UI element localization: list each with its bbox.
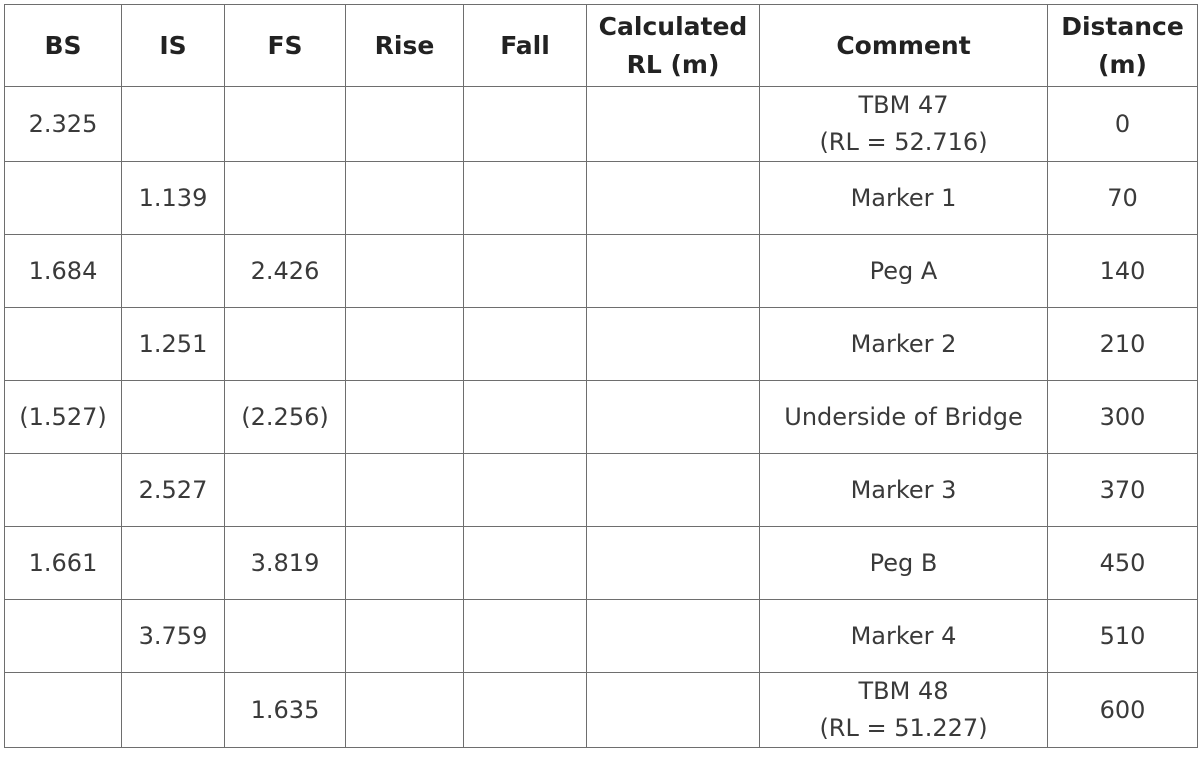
header-bs: BS [5,5,122,87]
cell-bs [5,600,122,673]
cell-is [122,454,225,527]
cell-distance [1048,235,1198,308]
cell-distance-value: 450 [1099,548,1146,577]
comment-text: Marker 3 [850,475,957,504]
cell-fs-value: 3.819 [250,548,320,577]
cell-comment [760,673,1048,748]
cell-is [122,87,225,162]
cell-distance [1048,600,1198,673]
cell-fs-value: 1.635 [250,695,320,724]
cell-fall [464,235,587,308]
comment-text: TBM 47 [858,91,949,119]
cell-is-value: 3.759 [138,621,208,650]
cell-distance [1048,308,1198,381]
table-row [5,235,1198,308]
comment-text: Marker 4 [850,621,957,650]
cell-distance-value: 210 [1099,329,1146,358]
cell-distance-value: 300 [1099,402,1146,431]
cell-bs [5,527,122,600]
cell-comment [760,87,1048,162]
cell-bs [5,162,122,235]
cell-distance [1048,87,1198,162]
cell-bs [5,673,122,748]
cell-distance [1048,454,1198,527]
cell-fs [225,600,346,673]
comment-text: Marker 2 [850,329,957,358]
header-fs: FS [225,5,346,87]
table-row [5,673,1198,748]
cell-comment [760,162,1048,235]
cell-calculated-rl [587,673,760,748]
comment-text: Marker 1 [850,183,957,212]
table-row [5,600,1198,673]
cell-fs [225,235,346,308]
cell-bs [5,308,122,381]
cell-bs-value: 2.325 [28,109,98,138]
cell-fall [464,87,587,162]
cell-fall [464,162,587,235]
comment-text: Underside of Bridge [784,402,1023,431]
cell-bs [5,87,122,162]
cell-calculated-rl [587,235,760,308]
comment-text: TBM 48 [858,677,949,705]
cell-comment [760,308,1048,381]
cell-fall [464,600,587,673]
cell-bs [5,454,122,527]
cell-calculated-rl [587,308,760,381]
cell-rise [346,673,464,748]
comment-subtext: (RL = 52.716) [819,128,988,156]
cell-distance [1048,527,1198,600]
comment-subtext: (RL = 51.227) [819,714,988,742]
header-fall: Fall [464,5,587,87]
cell-distance [1048,673,1198,748]
cell-bs [5,381,122,454]
cell-rise [346,600,464,673]
table-row [5,454,1198,527]
table-row [5,87,1198,162]
cell-fs [225,454,346,527]
cell-is [122,673,225,748]
cell-is-value: 1.139 [138,183,208,212]
cell-distance-value: 70 [1107,183,1138,212]
cell-fs [225,673,346,748]
cell-comment [760,235,1048,308]
cell-is [122,381,225,454]
cell-rise [346,87,464,162]
header-rise: Rise [346,5,464,87]
cell-calculated-rl [587,454,760,527]
cell-is [122,527,225,600]
cell-fall [464,381,587,454]
cell-bs-value: (1.527) [19,402,107,431]
cell-comment [760,381,1048,454]
cell-is [122,162,225,235]
cell-calculated-rl [587,381,760,454]
cell-distance-value: 510 [1099,621,1146,650]
cell-comment [760,454,1048,527]
cell-is [122,308,225,381]
cell-distance-value: 140 [1099,256,1146,285]
cell-distance-value: 370 [1099,475,1146,504]
cell-fs [225,308,346,381]
header-distance: Distance (m) [1048,5,1198,87]
cell-comment [760,600,1048,673]
cell-bs-value: 1.661 [28,548,98,577]
cell-rise [346,162,464,235]
comment-text: Peg A [869,256,938,285]
cell-calculated-rl [587,162,760,235]
cell-fs [225,381,346,454]
cell-distance [1048,162,1198,235]
cell-fall [464,527,587,600]
cell-calculated-rl [587,600,760,673]
cell-fall [464,454,587,527]
header-is: IS [122,5,225,87]
cell-fs [225,162,346,235]
levelling-table [4,4,1198,748]
cell-fall [464,673,587,748]
cell-distance [1048,381,1198,454]
table-row [5,381,1198,454]
cell-distance-value: 0 [1114,109,1131,138]
cell-is-value: 1.251 [138,329,208,358]
cell-rise [346,308,464,381]
cell-rise [346,454,464,527]
cell-rise [346,527,464,600]
cell-fs-value: (2.256) [241,402,329,431]
cell-fs-value: 2.426 [250,256,320,285]
cell-is-value: 2.527 [138,475,208,504]
cell-bs [5,235,122,308]
table-row [5,308,1198,381]
cell-calculated-rl [587,87,760,162]
table-row [5,162,1198,235]
cell-rise [346,381,464,454]
cell-bs-value: 1.684 [28,256,98,285]
cell-calculated-rl [587,527,760,600]
cell-distance-value: 600 [1099,695,1146,724]
table-body [5,87,1198,748]
cell-fs [225,527,346,600]
cell-rise [346,235,464,308]
comment-text: Peg B [869,548,938,577]
cell-is [122,600,225,673]
header-row [5,5,1198,87]
header-calculated-rl: Calculated RL (m) [587,5,760,87]
header-comment: Comment [760,5,1048,87]
table-row [5,527,1198,600]
cell-fs [225,87,346,162]
cell-comment [760,527,1048,600]
cell-fall [464,308,587,381]
cell-is [122,235,225,308]
